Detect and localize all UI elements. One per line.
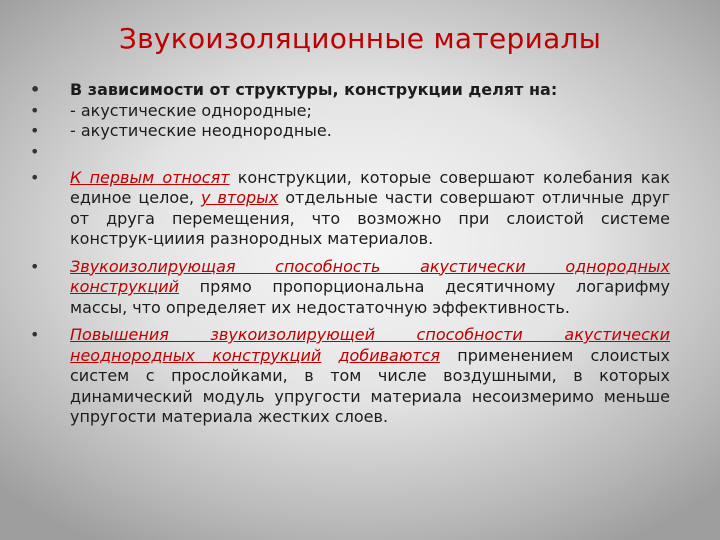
bullet-homogeneous-isolation — [30, 257, 670, 319]
homogeneous-isolation-text: прямо пропорциональна десятичному логарифму массы, что определяет их недостаточную эффективность. — [70, 277, 670, 317]
bullet-definitions — [30, 168, 670, 250]
slide-title: Звукоизоляционные материалы — [118, 22, 602, 55]
highlight-achieved: добиваются — [338, 345, 441, 365]
heterogeneous-isolation-gap — [321, 346, 338, 365]
bullet-empty — [30, 142, 670, 165]
highlight-homogeneous-isolation: Звукоизолирующая способность акустически однородных конструкций — [70, 256, 670, 296]
bullet-classification: • В зависимости от структуры, конструкции делят на: — [30, 80, 670, 101]
bullet-heterogeneous: • - акустические неоднородные. — [30, 121, 670, 142]
bullet-homogeneous: • - акустические однородные; — [30, 101, 670, 122]
definitions-text-1: конструкции, которые совершают колебания как единое целое, — [70, 167, 670, 207]
highlight-second: у вторых — [201, 188, 279, 207]
heterogeneous-isolation-text: применением слоистых систем с прослойками, в том числе воздушными, в которых динамический модуль упругости материала несоизмеримо меньше упругости материала жестких слоев. — [70, 345, 670, 426]
highlight-first: К первым относят — [70, 167, 230, 187]
bullet-list — [30, 80, 670, 435]
definitions-text-2: отдельные части совершают отличные друг от друга перемещения, что возможно при слоистой системе конструк-цииия разнородных материалов. — [70, 188, 671, 248]
highlight-heterogeneous-isolation: Повышения звукоизолирующей способности акустически неоднородных конструкций — [70, 325, 670, 365]
bullet-heterogeneous-isolation — [30, 325, 670, 428]
